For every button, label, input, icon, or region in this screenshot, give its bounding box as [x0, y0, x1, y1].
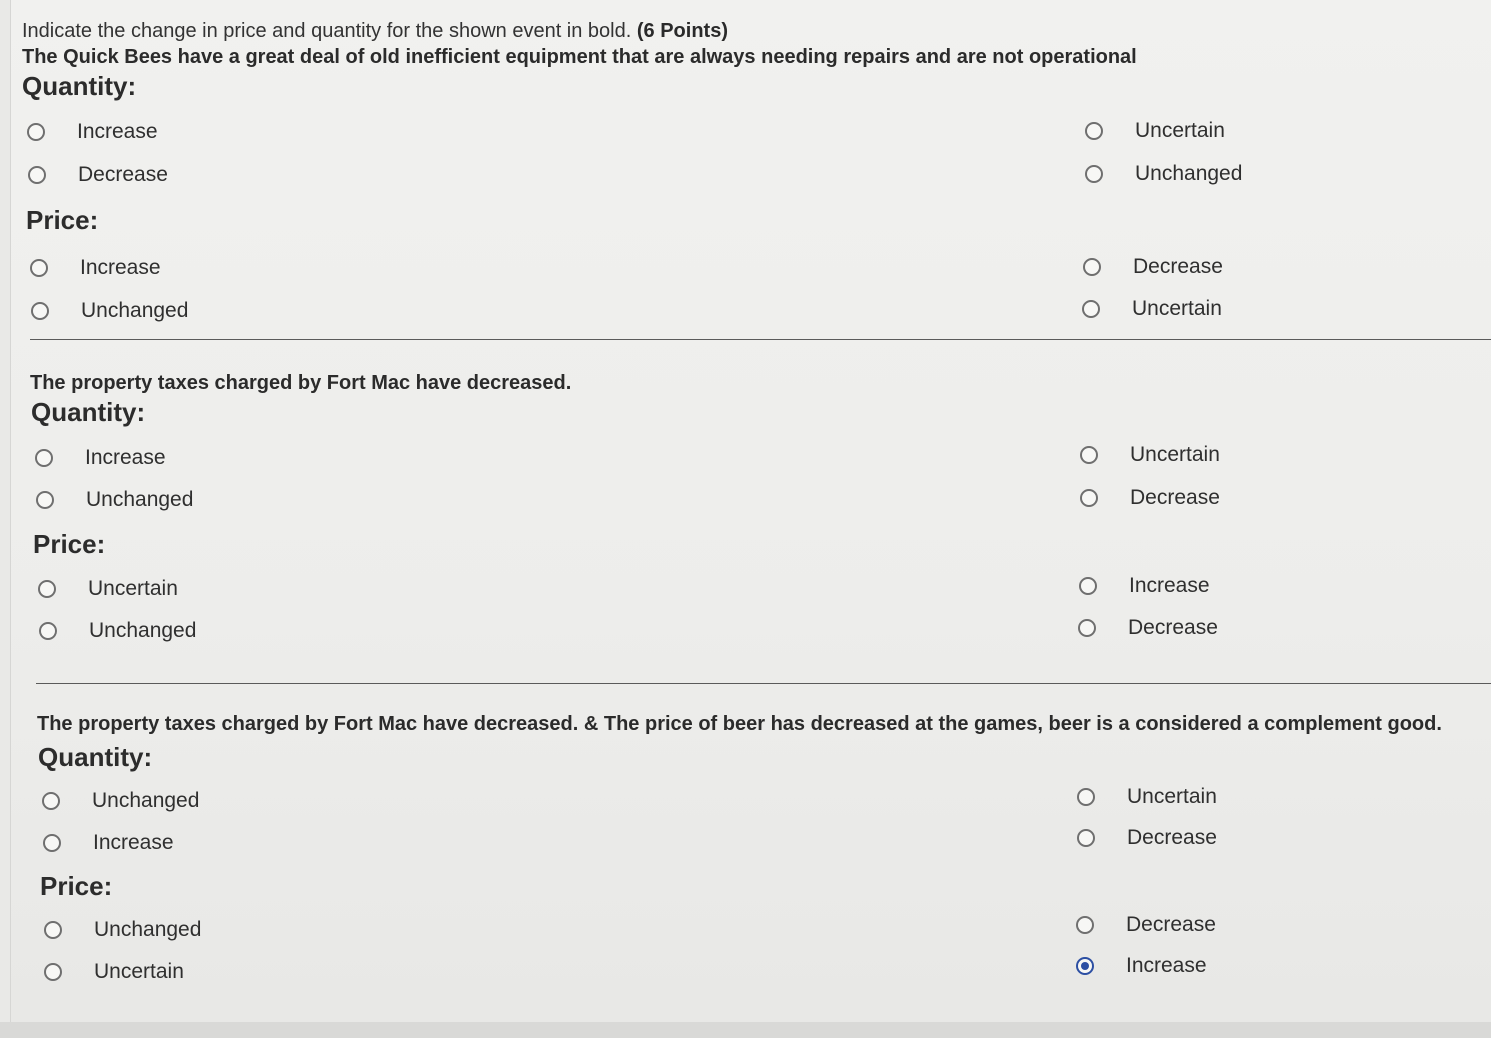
radio-button[interactable] [1076, 916, 1094, 934]
q2-price-option-increase[interactable] [1079, 574, 1210, 598]
q1-price-option-unchanged[interactable] [31, 299, 188, 323]
option-label: Unchanged [1135, 162, 1243, 185]
q2-quantity-option-decrease[interactable] [1080, 486, 1220, 510]
q2-price-option-decrease[interactable] [1078, 616, 1218, 640]
q1-quantity-option-increase[interactable] [27, 120, 158, 144]
option-label: Decrease [1133, 255, 1223, 278]
question-3-quantity-label: Quantity: [38, 742, 153, 772]
question-3-event: The property taxes charged by Fort Mac have decreased. & The price of beer has decreased at the games, beer is a considered a complement good. [37, 713, 1442, 735]
radio-button[interactable] [36, 491, 54, 509]
option-label: Uncertain [1132, 297, 1222, 320]
option-label: Decrease [1127, 826, 1217, 849]
option-label: Uncertain [94, 960, 184, 983]
option-label: Uncertain [1127, 785, 1217, 808]
instructions [22, 20, 728, 43]
radio-button[interactable] [1080, 489, 1098, 507]
radio-button[interactable] [1079, 577, 1097, 595]
question-1-event: The Quick Bees have a great deal of old inefficient equipment that are always needing repairs and are not operational [22, 46, 1137, 68]
radio-button[interactable] [1078, 619, 1096, 637]
q3-quantity-option-increase[interactable] [43, 831, 174, 855]
q3-quantity-option-unchanged[interactable] [42, 789, 199, 813]
option-label: Decrease [1130, 486, 1220, 509]
radio-button-selected[interactable] [1076, 957, 1094, 975]
question-2-price-label: Price: [33, 529, 106, 559]
q3-price-option-decrease[interactable] [1076, 913, 1216, 937]
points-label: (6 Points) [636, 20, 728, 42]
radio-button[interactable] [42, 792, 60, 810]
radio-button[interactable] [44, 921, 62, 939]
option-label: Decrease [1126, 913, 1216, 936]
radio-button[interactable] [1082, 300, 1100, 318]
question-1-quantity-label: Quantity: [22, 71, 137, 101]
option-label: Increase [85, 446, 166, 469]
option-label: Increase [77, 120, 158, 143]
radio-button[interactable] [1085, 122, 1103, 140]
q3-price-option-unchanged[interactable] [44, 918, 201, 942]
question-divider [36, 683, 1491, 684]
question-2-event: The property taxes charged by Fort Mac have decreased. [30, 372, 572, 394]
option-label: Decrease [78, 163, 168, 186]
option-label: Increase [93, 831, 174, 854]
radio-button[interactable] [27, 123, 45, 141]
radio-button[interactable] [28, 166, 46, 184]
question-divider [30, 339, 1491, 340]
option-label: Uncertain [1130, 443, 1220, 466]
radio-button[interactable] [1077, 829, 1095, 847]
q1-quantity-option-decrease[interactable] [28, 163, 168, 187]
q2-quantity-option-unchanged[interactable] [36, 488, 193, 512]
option-label: Unchanged [89, 619, 197, 642]
option-label: Unchanged [92, 789, 200, 812]
question-3-price-label: Price: [40, 871, 113, 901]
radio-button[interactable] [1085, 165, 1103, 183]
q1-price-option-uncertain[interactable] [1082, 297, 1222, 321]
q2-quantity-option-uncertain[interactable] [1080, 443, 1220, 467]
q1-quantity-option-uncertain[interactable] [1085, 119, 1225, 143]
q2-price-option-uncertain[interactable] [38, 577, 178, 601]
radio-button[interactable] [31, 302, 49, 320]
q3-price-option-uncertain[interactable] [44, 960, 184, 984]
question-1-price-label: Price: [26, 205, 99, 235]
radio-button[interactable] [39, 622, 57, 640]
q1-price-option-increase[interactable] [30, 256, 161, 280]
option-label: Unchanged [94, 918, 202, 941]
quiz-page [10, 0, 1491, 1022]
q2-price-option-unchanged[interactable] [39, 619, 196, 643]
instructions-text: Indicate the change in price and quantity for the shown event in bold. [22, 20, 632, 42]
radio-button[interactable] [1083, 258, 1101, 276]
option-label: Increase [80, 256, 161, 279]
q1-price-option-decrease[interactable] [1083, 255, 1223, 279]
q1-quantity-option-unchanged[interactable] [1085, 162, 1242, 186]
option-label: Increase [1129, 574, 1210, 597]
q3-quantity-option-decrease[interactable] [1077, 826, 1217, 850]
option-label: Uncertain [1135, 119, 1225, 142]
radio-button[interactable] [1077, 788, 1095, 806]
page-bottom-edge [0, 1022, 1491, 1038]
radio-button[interactable] [38, 580, 56, 598]
option-label: Increase [1126, 954, 1207, 977]
radio-button[interactable] [30, 259, 48, 277]
radio-button[interactable] [35, 449, 53, 467]
option-label: Unchanged [86, 488, 194, 511]
option-label: Uncertain [88, 577, 178, 600]
radio-button[interactable] [1080, 446, 1098, 464]
q2-quantity-option-increase[interactable] [35, 446, 166, 470]
q3-price-option-increase[interactable] [1076, 954, 1207, 978]
option-label: Decrease [1128, 616, 1218, 639]
q3-quantity-option-uncertain[interactable] [1077, 785, 1217, 809]
radio-button[interactable] [44, 963, 62, 981]
option-label: Unchanged [81, 299, 189, 322]
question-2-quantity-label: Quantity: [31, 397, 146, 427]
radio-button[interactable] [43, 834, 61, 852]
